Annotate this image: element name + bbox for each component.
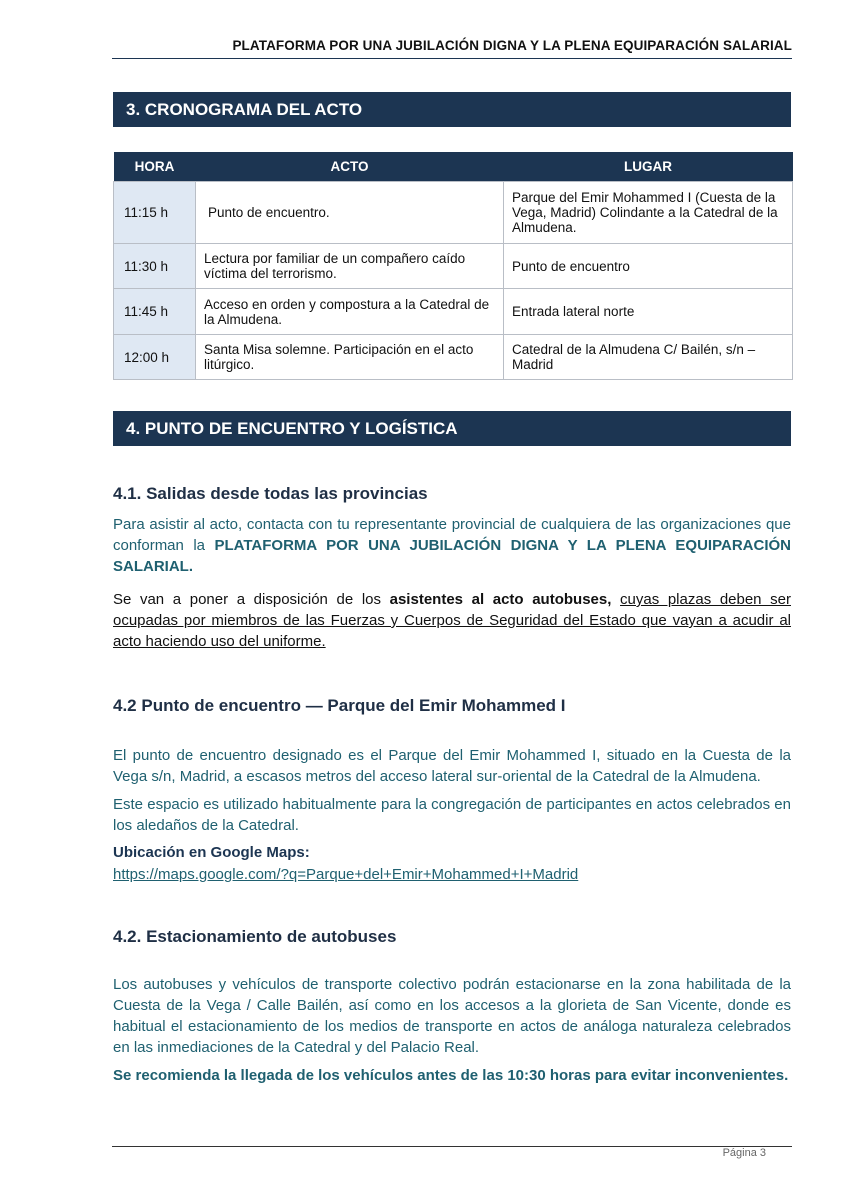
recommendation-text: Se recomienda la llegada de los vehículos antes de las 10:30 horas para evitar inconvenientes. — [113, 1067, 789, 1084]
cell-lugar: Punto de encuentro — [504, 244, 793, 289]
text: Se van a poner a disposición de los — [113, 591, 390, 608]
heading-4-3: 4.2. Estacionamiento de autobuses — [113, 927, 397, 946]
paragraph-4-1-buses — [113, 589, 791, 652]
heading-4-2: 4.2 Punto de encuentro — Parque del Emir Mohammed I — [113, 696, 566, 715]
paragraph-4-3-recommendation — [113, 1065, 791, 1086]
header-rule — [112, 58, 792, 59]
table-row — [114, 244, 793, 289]
cell-acto: Punto de encuentro. — [196, 182, 504, 244]
column-header-hora: HORA — [114, 152, 196, 182]
cell-hora: 11:30 h — [114, 244, 196, 289]
text — [611, 591, 620, 608]
table-row — [114, 289, 793, 335]
schedule-table — [113, 152, 793, 380]
heading-4-1: 4.1. Salidas desde todas las provincias — [113, 484, 428, 503]
bold-text: asistentes al acto autobuses, — [389, 591, 612, 608]
table-row — [114, 335, 793, 380]
platform-name: PLATAFORMA POR UNA JUBILACIÓN DIGNA Y LA PLENA EQUIPARACIÓN SALARIAL. — [113, 537, 791, 575]
cell-lugar: Parque del Emir Mohammed I (Cuesta de la Vega, Madrid) Colindante a la Catedral de la Almudena. — [504, 182, 793, 244]
column-header-lugar: LUGAR — [504, 152, 793, 182]
section-3-title: 3. CRONOGRAMA DEL ACTO — [113, 92, 791, 127]
column-header-acto: ACTO — [196, 152, 504, 182]
cell-hora: 12:00 h — [114, 335, 196, 380]
table-row — [114, 182, 793, 244]
maps-link-row — [113, 864, 791, 885]
cell-acto: Lectura por familiar de un compañero caído víctima del terrorismo. — [196, 244, 504, 289]
maps-label — [113, 842, 791, 863]
maps-label-text: Ubicación en Google Maps: — [113, 844, 310, 861]
paragraph-4-3-parking: Los autobuses y vehículos de transporte colectivo podrán estacionarse en la zona habilitada de la Cuesta de la Vega / Calle Bailén, así como en los accesos a la glorieta de San Vicente, donde es habitual el estacionamiento de los medios de transporte en actos de análoga naturaleza celebrados en las inmediaciones de la Catedral y del Palacio Real. — [113, 976, 791, 1056]
page-number: Página 3 — [722, 1147, 766, 1159]
table-header-row — [114, 152, 793, 182]
cell-lugar: Entrada lateral norte — [504, 289, 793, 335]
cell-acto: Santa Misa solemne. Participación en el acto litúrgico. — [196, 335, 504, 380]
document-header: PLATAFORMA POR UNA JUBILACIÓN DIGNA Y LA PLENA EQUIPARACIÓN SALARIAL — [232, 38, 792, 53]
google-maps-link[interactable]: https://maps.google.com/?q=Parque+del+Emir+Mohammed+I+Madrid — [113, 866, 579, 883]
cell-hora: 11:45 h — [114, 289, 196, 335]
underlined-text: cuyas plazas deben ser ocupadas por miembros de las Fuerzas y Cuerpos de Seguridad del Estado que vayan a acudir al acto haciendo uso del uniforme. — [113, 591, 791, 650]
text: Para asistir al acto, contacta con tu representante provincial de cualquiera de las organizaciones que conforman la — [113, 516, 791, 554]
cell-acto: Acceso en orden y compostura a la Catedral de la Almudena. — [196, 289, 504, 335]
paragraph-4-2-location: El punto de encuentro designado es el Parque del Emir Mohammed I, situado en la Cuesta de la Vega s/n, Madrid, a escasos metros del acceso lateral sur-oriental de la Catedral de la Almudena. — [113, 747, 791, 785]
section-4-title: 4. PUNTO DE ENCUENTRO Y LOGÍSTICA — [113, 411, 791, 446]
cell-hora: 11:15 h — [114, 182, 196, 244]
paragraph-4-2-usage: Este espacio es utilizado habitualmente para la congregación de participantes en actos celebrados en los aledaños de la Catedral. — [113, 796, 791, 834]
cell-lugar: Catedral de la Almudena C/ Bailén, s/n – Madrid — [504, 335, 793, 380]
paragraph-4-1-contact — [113, 514, 791, 577]
